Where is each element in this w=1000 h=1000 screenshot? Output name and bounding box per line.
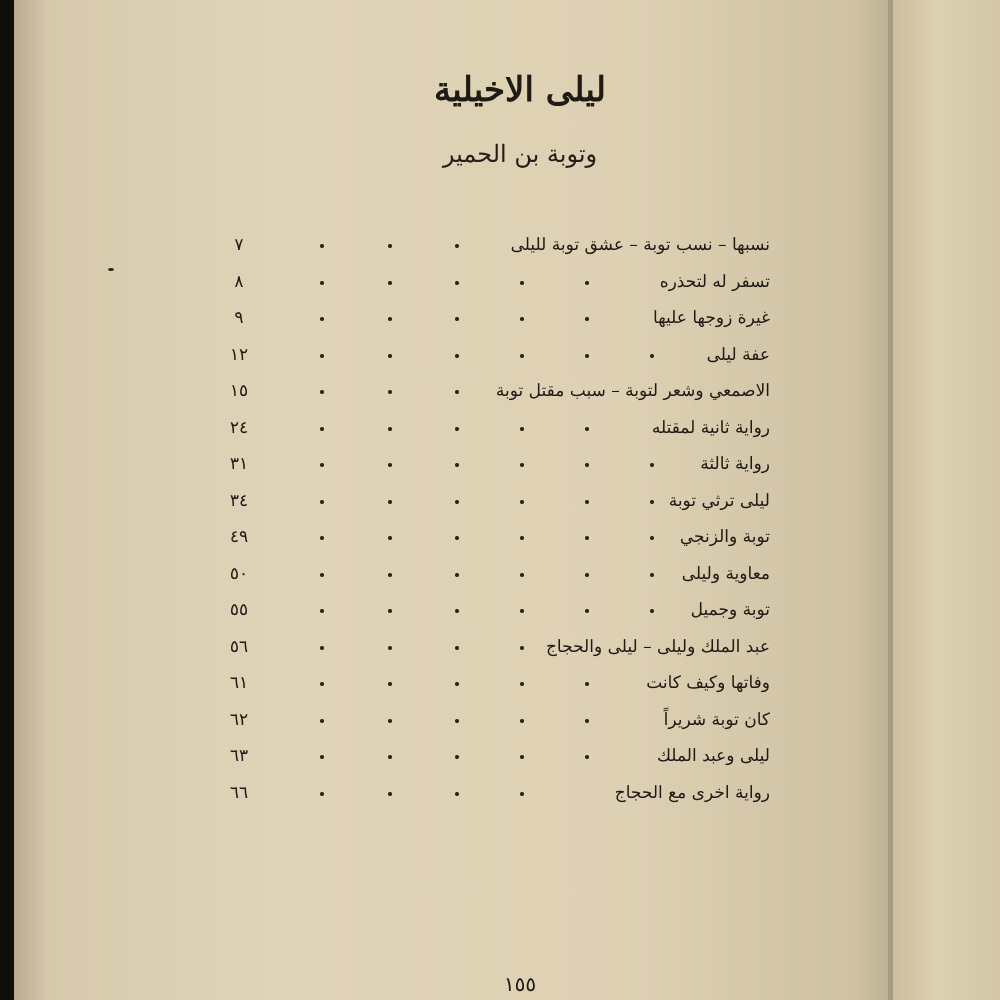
leader-dot bbox=[455, 427, 459, 431]
leader-dot bbox=[585, 573, 589, 577]
toc-entry bbox=[0, 451, 1000, 485]
leader-dot bbox=[320, 719, 324, 723]
toc-entry bbox=[0, 378, 1000, 412]
leader-dot bbox=[388, 646, 392, 650]
leader-dot bbox=[388, 390, 392, 394]
leader-dot bbox=[320, 390, 324, 394]
page-title: ليلى الاخيلية bbox=[434, 70, 606, 110]
leader-dot bbox=[455, 281, 459, 285]
toc-entry bbox=[0, 670, 1000, 704]
toc-entry-page-number: ٥٥ bbox=[229, 600, 249, 620]
leader-dot bbox=[320, 536, 324, 540]
toc-entry-title: ليلى وعبد الملك bbox=[656, 746, 770, 766]
toc-entry-title: غيرة زوجها عليها bbox=[653, 308, 770, 328]
leader-dot bbox=[585, 427, 589, 431]
page-number: ١٥٥ bbox=[503, 972, 537, 996]
leader-dot bbox=[520, 317, 524, 321]
leader-dot bbox=[520, 536, 524, 540]
leader-dot bbox=[585, 354, 589, 358]
leader-dot bbox=[388, 281, 392, 285]
leader-dot bbox=[320, 609, 324, 613]
leader-dot bbox=[520, 354, 524, 358]
toc-entry bbox=[0, 305, 1000, 339]
toc-entry-page-number: ٣١ bbox=[229, 454, 249, 474]
leader-dot bbox=[320, 792, 324, 796]
leader-dot bbox=[388, 354, 392, 358]
toc-entry bbox=[0, 415, 1000, 449]
leader-dot bbox=[520, 609, 524, 613]
toc-entry-page-number: ٥٦ bbox=[229, 636, 249, 657]
leader-dot bbox=[520, 427, 524, 431]
leader-dot bbox=[650, 354, 654, 358]
toc-entry-title: عبد الملك وليلى – ليلى والحجاج bbox=[545, 636, 770, 657]
toc-entry-title: رواية ثانية لمقتله bbox=[651, 417, 770, 438]
leader-dot bbox=[520, 500, 524, 504]
toc-entry-page-number: ٢٤ bbox=[229, 417, 249, 438]
leader-dot bbox=[388, 792, 392, 796]
leader-dot bbox=[650, 536, 654, 540]
leader-dot bbox=[520, 682, 524, 686]
leader-dot bbox=[650, 500, 654, 504]
toc-entry-page-number: ٧ bbox=[234, 235, 244, 255]
leader-dot bbox=[320, 755, 324, 759]
leader-dot bbox=[585, 682, 589, 686]
toc-entry-title: ليلى ترثي توبة bbox=[668, 490, 770, 511]
toc-entry bbox=[0, 561, 1000, 595]
leader-dot bbox=[455, 536, 459, 540]
leader-dot bbox=[455, 500, 459, 504]
toc-entry bbox=[0, 707, 1000, 741]
leader-dot bbox=[388, 609, 392, 613]
leader-dot bbox=[585, 500, 589, 504]
toc-entry-title: نسبها – نسب توبة – عشق توبة لليلى bbox=[510, 235, 770, 255]
leader-dot bbox=[585, 463, 589, 467]
toc-entry-page-number: ٦١ bbox=[229, 673, 249, 693]
toc-entry-title: رواية ثالثة bbox=[700, 454, 770, 474]
leader-dot bbox=[388, 500, 392, 504]
leader-dot bbox=[388, 463, 392, 467]
leader-dot bbox=[455, 755, 459, 759]
leader-dot bbox=[455, 390, 459, 394]
leader-dot bbox=[455, 244, 459, 248]
leader-dot bbox=[585, 536, 589, 540]
leader-dot bbox=[520, 719, 524, 723]
leader-dot bbox=[455, 573, 459, 577]
toc-entry bbox=[0, 634, 1000, 668]
toc-entry bbox=[0, 780, 1000, 814]
leader-dot bbox=[320, 573, 324, 577]
leader-dot bbox=[388, 536, 392, 540]
toc-entry-title: الاصمعي وشعر لتوبة – سبب مقتل توبة bbox=[495, 381, 770, 401]
leader-dot bbox=[388, 244, 392, 248]
toc-entry-page-number: ٦٣ bbox=[229, 746, 249, 766]
leader-dot bbox=[320, 646, 324, 650]
leader-dot bbox=[455, 682, 459, 686]
toc-entry-page-number: ٨ bbox=[234, 271, 244, 292]
leader-dot bbox=[585, 609, 589, 613]
leader-dot bbox=[320, 317, 324, 321]
leader-dot bbox=[585, 719, 589, 723]
leader-dot bbox=[388, 682, 392, 686]
toc-entry-page-number: ٩ bbox=[234, 308, 244, 328]
leader-dot bbox=[455, 609, 459, 613]
leader-dot bbox=[320, 427, 324, 431]
leader-dot bbox=[520, 646, 524, 650]
toc-entry-page-number: ٦٢ bbox=[229, 709, 249, 730]
leader-dot bbox=[650, 463, 654, 467]
toc-entry-title: تسفر له لتحذره bbox=[659, 271, 770, 292]
toc-entry-title: معاوية وليلى bbox=[681, 563, 770, 584]
toc-entry-page-number: ٥٠ bbox=[229, 563, 249, 584]
toc-entry bbox=[0, 342, 1000, 376]
leader-dot bbox=[455, 354, 459, 358]
toc-entry-page-number: ٤٩ bbox=[229, 527, 249, 547]
leader-dot bbox=[650, 573, 654, 577]
leader-dot bbox=[388, 755, 392, 759]
toc-entry bbox=[0, 743, 1000, 777]
leader-dot bbox=[320, 281, 324, 285]
leader-dot bbox=[650, 609, 654, 613]
leader-dot bbox=[455, 719, 459, 723]
leader-dot bbox=[320, 682, 324, 686]
leader-dot bbox=[585, 755, 589, 759]
leader-dot bbox=[388, 317, 392, 321]
toc-entry-title: توبة وجميل bbox=[690, 600, 770, 620]
leader-dot bbox=[520, 463, 524, 467]
leader-dot bbox=[520, 281, 524, 285]
toc-entry bbox=[0, 597, 1000, 631]
toc-entry-title: وفاتها وكيف كانت bbox=[646, 673, 770, 693]
leader-dot bbox=[585, 281, 589, 285]
leader-dot bbox=[585, 317, 589, 321]
leader-dot bbox=[388, 719, 392, 723]
leader-dot bbox=[520, 755, 524, 759]
leader-dot bbox=[455, 792, 459, 796]
toc-entry-page-number: ٣٤ bbox=[229, 490, 249, 511]
leader-dot bbox=[455, 646, 459, 650]
leader-dot bbox=[320, 463, 324, 467]
leader-dot bbox=[520, 573, 524, 577]
toc-entry bbox=[0, 232, 1000, 266]
toc-entry bbox=[0, 269, 1000, 303]
leader-dot bbox=[320, 500, 324, 504]
leader-dot bbox=[388, 427, 392, 431]
toc-entry-page-number: ١٥ bbox=[229, 381, 249, 401]
toc-entry-title: توبة والزنجي bbox=[679, 527, 770, 547]
toc-entry-title: عفة ليلى bbox=[706, 344, 770, 365]
leader-dot bbox=[320, 244, 324, 248]
leader-dot bbox=[520, 792, 524, 796]
page-subtitle: وتوبة بن الحمير bbox=[442, 140, 598, 168]
leader-dot bbox=[388, 573, 392, 577]
toc-entry-title: كان توبة شريراً bbox=[663, 709, 770, 730]
toc-entry bbox=[0, 488, 1000, 522]
toc-entry-title: رواية اخرى مع الحجاج bbox=[614, 782, 770, 803]
leader-dot bbox=[455, 463, 459, 467]
leader-dot bbox=[455, 317, 459, 321]
toc-entry-page-number: ١٢ bbox=[229, 344, 249, 365]
toc-entry-page-number: ٦٦ bbox=[229, 782, 249, 803]
leader-dot bbox=[320, 354, 324, 358]
toc-entry bbox=[0, 524, 1000, 558]
